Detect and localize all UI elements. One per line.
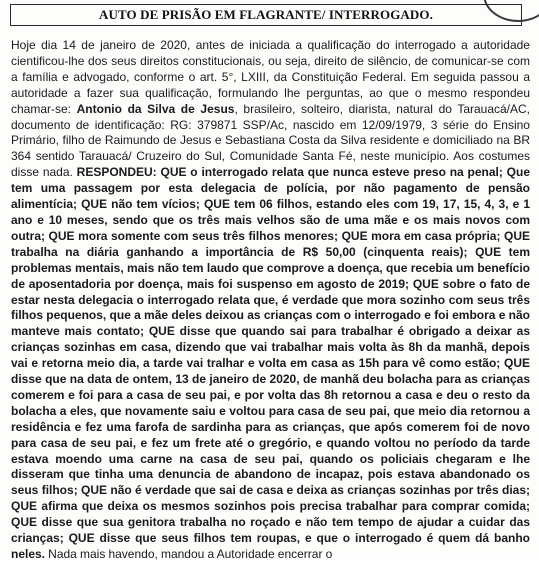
qualification-text: , brasileiro, solteiro, diarista, natural do Tarauacá/AC, documento de identificação: RG: 379871 SSP/Ac, nascido em 12/09/1979, 3 série do Ensino Primário, filho de Raimundo de Jesus e Sebastiana Costa da Silva residente e domiciliado na BR 364 sentido Tarauacá/ Cruzeiro do Sul, Comunidade Santa Fé, neste município. Aos costumes disse nada.	[11, 101, 531, 180]
interrogation-body	[11, 38, 530, 563]
responses-text: RESPONDEU: QUE o interrogado relata que nunca esteve preso na penal; Que tem uma passagem por esta delegacia de polícia, por não pagamento de pensão alimentícia; QUE não tem vícios; QUE tem 06 filhos, estando eles com 19, 17, 15, 4, 3, e 1 ano e 10 meses, sendo que os três mais velhos são de uma mãe e os mais novos com outra; QUE mora somente com seus três filhos menores; QUE mora em casa própria; QUE trabalha na diária ganhando a importância de R$ 50,00 (cinquenta reais); QUE tem problemas mentais, mais não tem laudo que comprove a doença, que recebia um benefício de aposentadoria por doença, mais foi suspenso em agosto de 2019; QUE sobre o fato de estar nesta delegacia o interrogado relata que, é verdade que mora sozinho com seus três filhos pequenos, que a mãe deles deixou as crianças com o interrogado e foi embora e não manteve mais contato; QUE disse que quando sai para trabalhar é obrigado a deixar as crianças sozinhas em casa, dizendo que vai trabalhar mais volta às 8h da manhã, depois vai e retorna meio dia, a tarde vai tralhar e volta em casa as 15h para vê como estão; QUE disse que na data de ontem, 13 de janeiro de 2020, de manhã deu bolacha para as crianças comerem e foi para a casa de seu pai, e por volta das 8h retornou a casa e deu o resto da bolacha a eles, que novamente saiu e voltou para casa de seu pai, que meio dia retornou a residência e fez uma farofa de sardinha para as crianças, que após comerem foi de novo para casa de seu pai, e fez um frete até o gregório, e quando voltou no período da tarde estava moendo uma carne na casa de seu pai, quando os policiais chegaram e lhe disseram que tinha uma denuncia de abandono de incapaz, pois estava abandonado os seus filhos; QUE não é verdade que sai de casa e deixa as crianças sozinhas por três dias; QUE afirma que deixa os mesmos sozinhos pois precisa trabalhar para comprar comida; QUE disse que sua genitora trabalha no roçado e não tem tempo de ajudar a cuidar das crianças; QUE disse que seus filhos tem roupas, e que o interrogado é quem dá banho neles.	[11, 165, 531, 561]
defendant-name: Antonio da Silva de Jesus	[76, 101, 235, 116]
document-title-box	[10, 4, 522, 26]
document-title: AUTO DE PRISÃO EM FLAGRANTE/ INTERROGADO.	[99, 7, 433, 22]
body-paragraph	[11, 38, 530, 563]
intro-text: Hoje dia 14 de janeiro de 2020, antes de iniciada a qualificação do interrogado a autoridade cientificou-lhe dos seus direitos constitucionais, ou seja, direito de silêncio, de comunicar-se com a família e advogado, conforme o art. 5°, LXIII, da Constituição Federal. Em seguida passou a autoridade a fazer sua qualificação, formulando lhe perguntas, ao que o mesmo respondeu chamar-se:	[11, 38, 530, 116]
closing-text: Nada mais havendo, mandou a Autoridade encerrar o	[45, 547, 333, 561]
